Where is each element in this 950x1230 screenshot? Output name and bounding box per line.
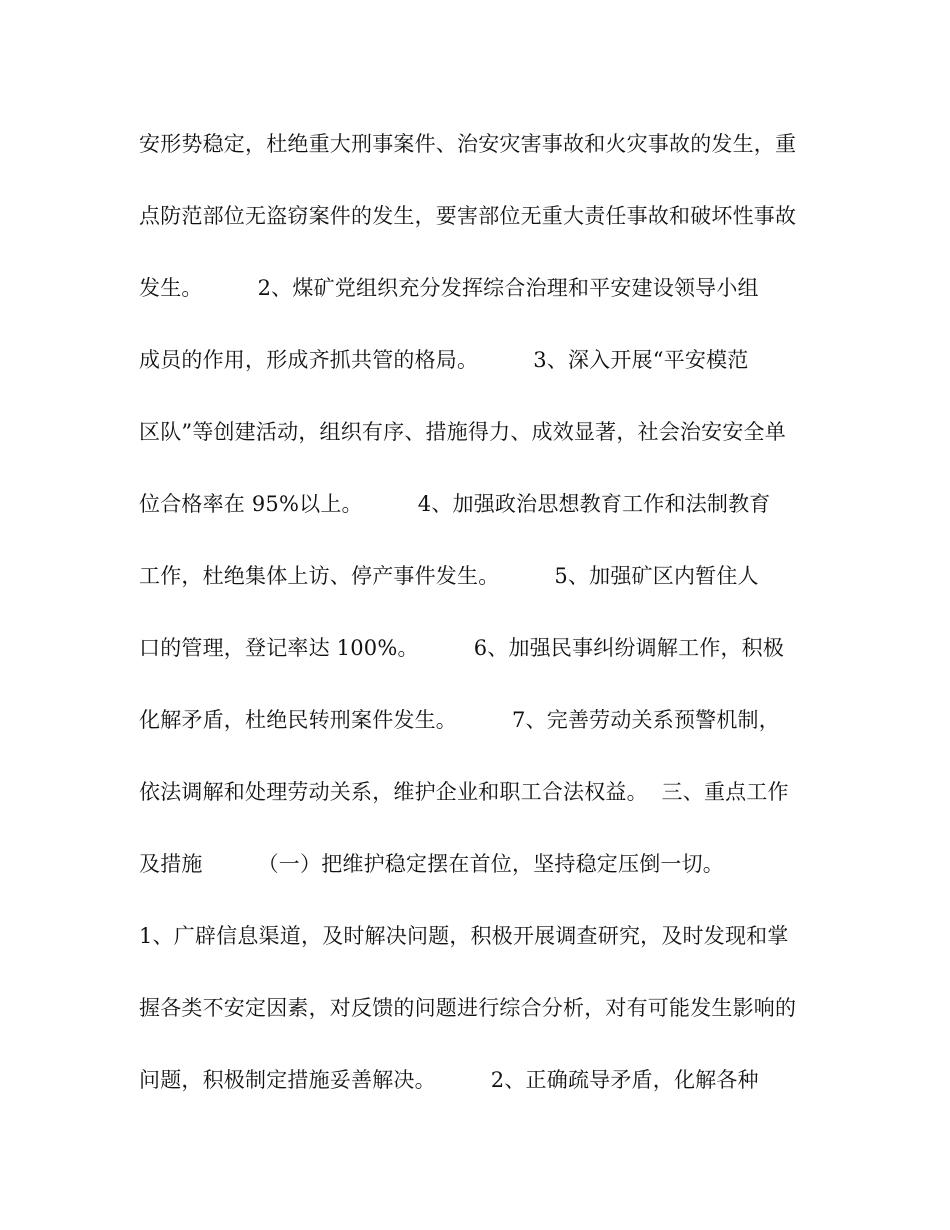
body-text-line: 区队”等创建活动，组织有序、措施得力、成效显著，社会治安安全单: [139, 420, 786, 444]
body-text-line: 1、广辟信息渠道，及时解决问题，积极开展调查研究，及时发现和掌: [139, 924, 789, 948]
body-text-line: 点防范部位无盗窃案件的发生，要害部位无重大责任事故和破坏性事故: [139, 204, 797, 228]
body-text-line: 化解矛盾，杜绝民转刑案件发生。 7、完善劳动关系预警机制，: [139, 708, 780, 732]
body-text-line: 依法调解和处理劳动关系，维护企业和职工合法权益。 三、重点工作: [139, 780, 789, 804]
body-text-line: 成员的作用，形成齐抓共管的格局。 3、深入开展“平安模范: [139, 348, 749, 372]
body-text-line: 发生。 2、煤矿党组织充分发挥综合治理和平安建设领导小组: [139, 276, 759, 300]
body-text-line: 及措施 （一）把维护稳定摆在首位，坚持稳定压倒一切。: [139, 852, 724, 876]
body-text-line: 口的管理，登记率达 100%。 6、加强民事纠纷调解工作，积极: [139, 636, 785, 660]
body-text-line: 问题，积极制定措施妥善解决。 2、正确疏导矛盾，化解各种: [139, 1068, 759, 1092]
body-text-line: 安形势稳定，杜绝重大刑事案件、治安灾害事故和火灾事故的发生，重: [139, 132, 797, 156]
body-text-line: 位合格率在 95%以上。 4、加强政治思想教育工作和法制教育: [139, 492, 771, 516]
body-text-line: 握各类不安定因素，对反馈的问题进行综合分析，对有可能发生影响的: [139, 996, 797, 1020]
body-text-line: 工作，杜绝集体上访、停产事件发生。 5、加强矿区内暂住人: [139, 564, 759, 588]
